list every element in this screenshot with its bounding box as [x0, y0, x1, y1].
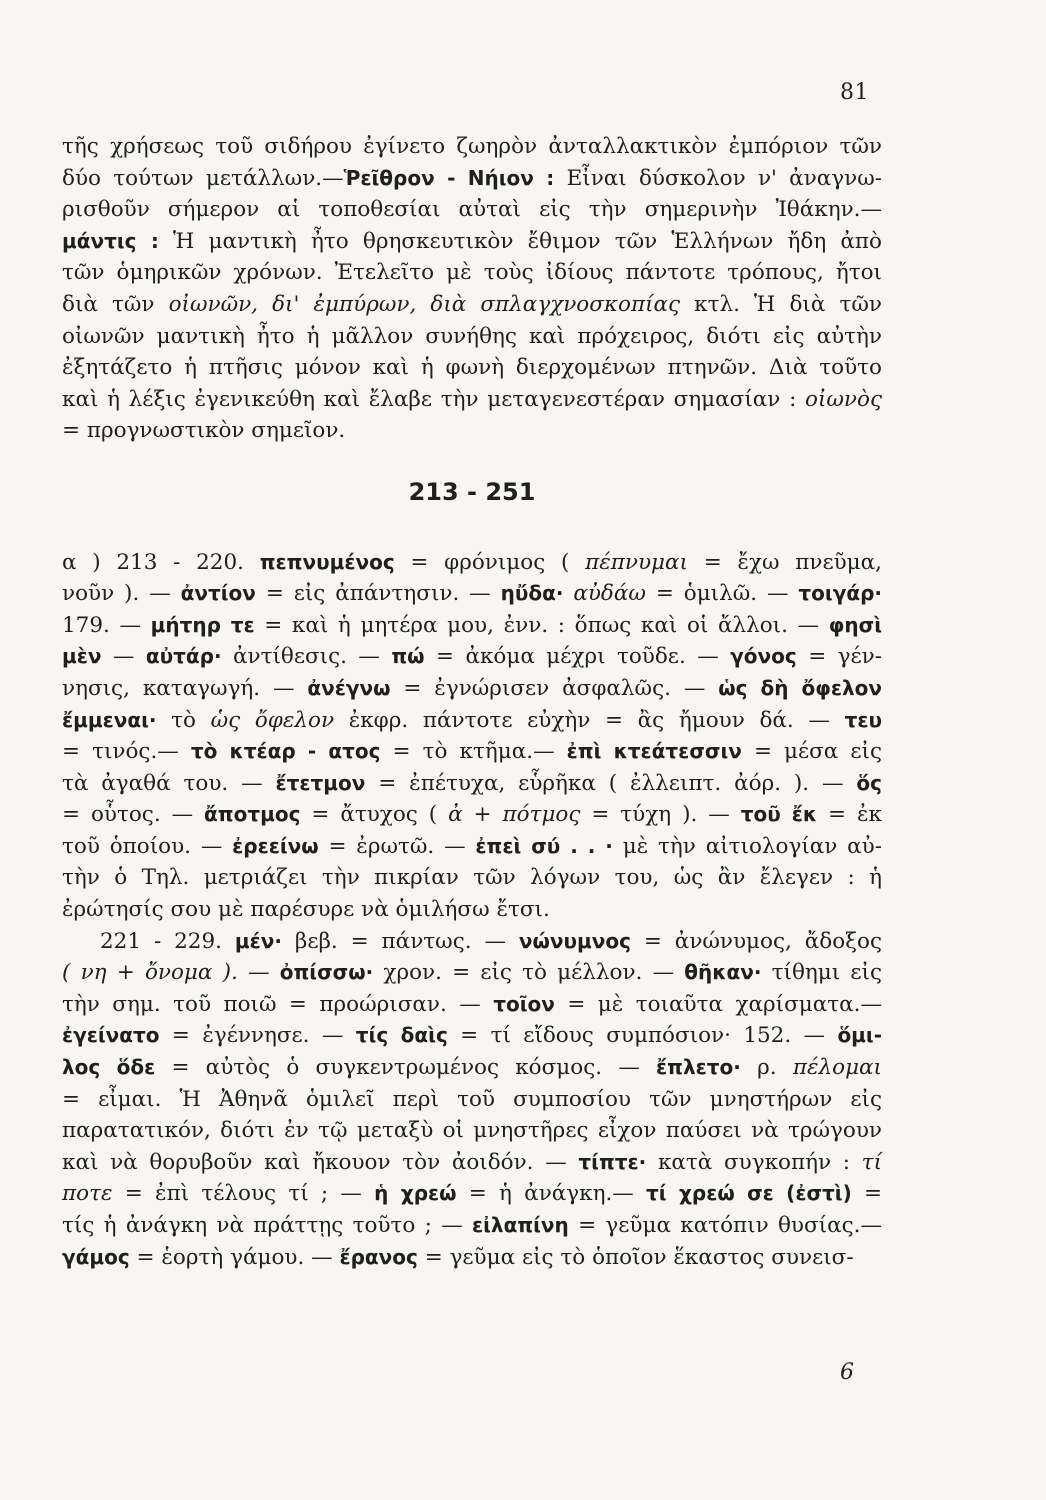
text-run: τὰ ἀγαθά του. — — [62, 770, 276, 796]
text-run: α ) 213 - 220. — [62, 549, 260, 575]
lemma-bold: ἔπλετο· — [656, 1055, 741, 1080]
text-run: = ἐκ — [817, 802, 882, 828]
text-run: τὸ — [156, 707, 211, 733]
text-line — [62, 352, 882, 384]
text-line — [62, 736, 882, 768]
text-line — [62, 705, 882, 737]
text-run: = εἶμαι. Ἡ Ἀθηνᾶ ὁμιλεῖ περὶ τοῦ συμποσίου τῶν μνηστήρων εἰς — [62, 1086, 882, 1112]
text-line — [62, 578, 882, 610]
lemma-bold: τίς δαὶς — [355, 1023, 448, 1048]
sheet-signature: 6 — [840, 1360, 854, 1385]
text-run: = ἀνώνυμος, ἄδοξος — [630, 928, 882, 954]
text-run: νησις, καταγωγή. — — [62, 675, 308, 701]
lemma-bold: τοῖον — [493, 991, 555, 1016]
lemma-bold: γάμος — [62, 1244, 130, 1269]
lemma-bold: τίπτε· — [578, 1149, 647, 1174]
page-number: 81 — [840, 80, 869, 105]
lemma-bold: φησὶ — [828, 612, 882, 637]
text-line — [62, 547, 882, 579]
text-line — [62, 226, 882, 258]
text-line — [62, 1178, 882, 1210]
text-line — [62, 1210, 882, 1242]
text-run: = οὗτος. — — [62, 802, 205, 828]
text-line — [62, 289, 882, 321]
text-line — [62, 641, 882, 673]
lemma-bold: αὐτάρ· — [145, 644, 222, 669]
text-run: = ἐπέτυχα, εὗρῆκα ( ἐλλειπτ. ἀόρ. ). — — [365, 770, 857, 796]
text-line — [62, 415, 882, 447]
text-run: = ἐγνώρισεν ἀσφαλῶς. — — [390, 675, 719, 701]
lemma-bold: ηὔδα· — [500, 581, 564, 606]
text-run: = μὲ τοιαῦτα χαρίσματα.— — [554, 991, 882, 1017]
lemma-bold: τοιγάρ· — [798, 581, 882, 606]
text-run: Εἶναι δύσκολον ν' ἀναγνω- — [554, 165, 883, 191]
text-run: χρον. = εἰς τὸ μέλλον. — — [373, 960, 685, 986]
commentary-text — [62, 131, 882, 1273]
text-run: = ὁμιλῶ. — — [645, 581, 799, 607]
text-run: Ἡ μαντικὴ ἦτο θρησκευτικὸν ἔθιμον τῶν Ἑλλήνων ἤδη ἀπὸ — [158, 228, 883, 254]
lemma-bold: ἐρεείνω — [232, 833, 319, 858]
text-run: = προγνωστικὸν σημεῖον. — [62, 418, 346, 444]
text-run: ἀντίθεσις. — — [221, 644, 392, 670]
text-run: οἰωνῶν μαντικὴ ἦτο ἡ μᾶλλον συνήθης καὶ πρόχειρος, διότι εἰς αὐτὴν — [62, 323, 882, 349]
text-run: βεβ. = πάντως. — — [281, 928, 519, 954]
text-italic: ἀ + πότμος — [448, 802, 581, 828]
text-line — [62, 862, 882, 894]
text-run: παρατατικόν, διότι ἐν τῷ μεταξὺ οἱ μνηστῆρες εἶχον παύσει νὰ τρώγουν — [62, 1118, 882, 1144]
text-line — [62, 194, 882, 226]
text-run: κτλ. Ἡ διὰ τῶν — [680, 291, 882, 317]
lemma-bold: γόνος — [730, 644, 797, 669]
text-run: τοῦ ὁποίου. — — [62, 833, 233, 859]
lemma-bold: Ῥεῖθρον - Νήιον : — [343, 165, 555, 190]
lemma-bold: τευ — [844, 707, 882, 732]
text-line — [62, 1084, 882, 1116]
text-run: = αὐτὸς ὁ συγκεντρωμένος κόσμος. — — [155, 1055, 657, 1081]
text-line — [62, 384, 882, 416]
text-line — [62, 1242, 882, 1274]
text-run: διὰ τῶν — [62, 291, 169, 317]
text-run: = ἄτυχος ( — [300, 802, 449, 828]
text-line — [62, 257, 882, 289]
text-run: = εἰς ἀπάντησιν. — — [255, 581, 501, 607]
text-line — [62, 610, 882, 642]
text-line — [62, 1020, 882, 1052]
lemma-bold: ἄποτμος — [204, 802, 301, 827]
text-run: = ἡ ἀνάγκη.— — [456, 1181, 647, 1207]
lemma-bold: ὀπίσσω· — [279, 960, 374, 985]
text-run: = ἔχω πνεῦμα, — [687, 549, 882, 575]
text-run: κατὰ συγκοπήν : — [646, 1149, 862, 1175]
text-run: = ἑορτὴ γάμου. — — [129, 1244, 340, 1270]
text-run: καὶ ἡ λέξις ἐγενικεύθη καὶ ἔλαβε τὴν μεταγενεστέραν σημασίαν : — [62, 386, 806, 412]
text-italic: οἰωνὸς — [805, 386, 882, 412]
text-run: = τύχη ). — — [580, 802, 741, 828]
text-italic: οἰωνῶν, δι' ἐμπύρων, διὰ σπλαγχνοσκοπίας — [168, 291, 681, 317]
lemma-bold: ἐγείνατο — [62, 1023, 160, 1048]
text-italic: αὐδάω — [573, 581, 646, 607]
lemma-bold: ἔμμεναι· — [62, 707, 157, 732]
lemma-bold: ἐπεὶ σύ . . · — [475, 833, 613, 858]
lemma-bold: μάντις : — [62, 228, 159, 253]
lemma-bold: ὅς — [856, 770, 883, 795]
commentary-block-213-220 — [62, 547, 882, 926]
text-run: = γεῦμα κατόπιν θυσίας.— — [568, 1213, 882, 1238]
text-line — [62, 673, 882, 705]
text-run: = τὸ κτῆμα.— — [380, 739, 567, 765]
text-run: δύο τούτων μετάλλων.— — [62, 165, 344, 191]
lemma-bold: ἐπὶ κτεάτεσσιν — [566, 739, 742, 764]
commentary-block-intro — [62, 131, 882, 447]
text-italic: τί — [861, 1149, 882, 1175]
text-run: μὲ τὴν αἰτιολογίαν αὐ- — [612, 833, 883, 859]
text-run: — — [101, 644, 146, 670]
text-run: = — [851, 1181, 883, 1207]
text-run: = μέσα εἰς — [741, 739, 882, 765]
text-line — [62, 1115, 882, 1147]
lemma-bold: μήτηρ τε — [150, 612, 255, 637]
text-run: = ἐρωτῶ. — — [318, 833, 476, 859]
lemma-bold: ὅμι- — [837, 1023, 882, 1048]
text-italic: πέλομαι — [792, 1055, 882, 1081]
lemma-bold: ἡ χρεώ — [374, 1181, 457, 1206]
text-run: ρ. — [740, 1055, 793, 1081]
text-run: τίθημι εἰς — [761, 960, 883, 986]
text-run: τίς ἡ ἀνάγκη νὰ πράττῃς τοῦτο ; — — [62, 1213, 472, 1238]
text-run: τὴν σημ. τοῦ ποιῶ = προώρισαν. — — [62, 991, 494, 1017]
commentary-block-221-229 — [62, 926, 882, 1274]
text-run: 221 - 229. — [100, 928, 235, 954]
lemma-bold: τοῦ ἔκ — [740, 802, 818, 827]
text-run: = φρόνιμος ( — [394, 549, 586, 575]
lemma-bold: εἰλαπίνη — [472, 1213, 569, 1237]
text-italic: πέπνυμαι — [585, 549, 688, 575]
section-heading: 213 - 251 — [408, 477, 536, 506]
lemma-bold: ἔτετμον — [275, 770, 366, 795]
lemma-bold: μέν· — [234, 928, 282, 953]
text-run: ἐξητάζετο ἡ πτῆσις μόνον καὶ ἡ φωνὴ διερχομένων πτηνῶν. Διὰ τοῦτο — [62, 355, 882, 381]
lemma-bold: πεπνυμένος — [259, 549, 395, 574]
text-run: = ἀκόμα μέχρι τοῦδε. — — [424, 644, 731, 670]
text-run — [563, 581, 573, 606]
text-line — [62, 894, 882, 926]
lemma-bold: ἔρανος — [339, 1244, 418, 1269]
text-run: = τινός.— — [62, 739, 191, 765]
lemma-bold: θῆκαν· — [684, 960, 762, 985]
text-line — [62, 957, 882, 989]
lemma-bold: τί χρεώ σε (ἐστὶ) — [646, 1181, 852, 1206]
text-run: ἐρώτησίς σου μὲ παρέσυρε νὰ ὁμιλήσω ἔτσι. — [62, 897, 550, 923]
text-line — [62, 989, 882, 1021]
text-run: νοῦν ). — — [62, 581, 181, 607]
text-line — [62, 799, 882, 831]
text-run: = γέν- — [796, 644, 882, 670]
text-run: ρισθοῦν σήμερον αἱ τοποθεσίαι αὐταὶ εἰς τὴν σημερινὴν Ἰθάκην.— — [62, 197, 882, 223]
lemma-bold: πώ — [391, 644, 425, 669]
text-run: = καὶ ἡ μητέρα μου, ἐνν. : ὅπως καὶ οἱ ἄλλοι. — — [254, 612, 829, 638]
text-run: ἐκφρ. πάντοτε εὐχὴν = ἂς ἤμουν δά. — — [334, 707, 845, 733]
text-run: τῆς χρήσεως τοῦ σιδήρου ἐγίνετο ζωηρὸν ἀνταλλακτικὸν ἐμπόριον τῶν — [62, 134, 882, 159]
text-run: = ἐπὶ τέλους τί ; — — [112, 1181, 375, 1207]
lemma-bold: ἀντίον — [180, 581, 256, 606]
text-italic: ὡς ὄφελον — [210, 707, 335, 733]
lemma-bold: ἀνέγνω — [307, 675, 391, 700]
text-line — [62, 1147, 882, 1179]
text-line — [62, 163, 882, 195]
text-run: = τί εἴδους συμπόσιον· 152. — — [447, 1023, 838, 1049]
lemma-bold: μὲν — [62, 644, 102, 669]
text-line — [62, 1052, 882, 1084]
lemma-bold: τὸ κτέαρ - ατος — [190, 739, 381, 764]
text-run: τῶν ὁμηρικῶν χρόνων. Ἐτελεῖτο μὲ τοὺς ἰδίους πάντοτε τρόπους, ἤτοι — [62, 260, 882, 286]
text-run: = ἐγέννησε. — — [159, 1023, 356, 1049]
text-line — [62, 926, 882, 958]
text-run: καὶ νὰ θορυβοῦν καὶ ἤκουον τὸν ἀοιδόν. — — [62, 1149, 579, 1175]
text-line — [62, 131, 882, 163]
text-italic: ποτε — [62, 1181, 113, 1207]
text-run: = γεῦμα εἰς τὸ ὁποῖον ἕκαστος συνεισ- — [417, 1244, 854, 1270]
text-line — [62, 321, 882, 353]
text-run: τὴν ὁ Τηλ. μετριάζει τὴν πικρίαν τῶν λόγων του, ὡς ἂν ἔλεγεν : ἡ — [62, 865, 882, 891]
lemma-bold: ὡς δὴ ὄφελον — [718, 675, 882, 700]
text-run: 179. — — [62, 612, 151, 638]
lemma-bold: νώνυμνος — [518, 928, 631, 953]
text-italic: ( νη + ὄνομα ). — — [62, 960, 280, 986]
lemma-bold: λος ὅδε — [62, 1055, 156, 1080]
text-line — [62, 831, 882, 863]
text-line — [62, 768, 882, 800]
